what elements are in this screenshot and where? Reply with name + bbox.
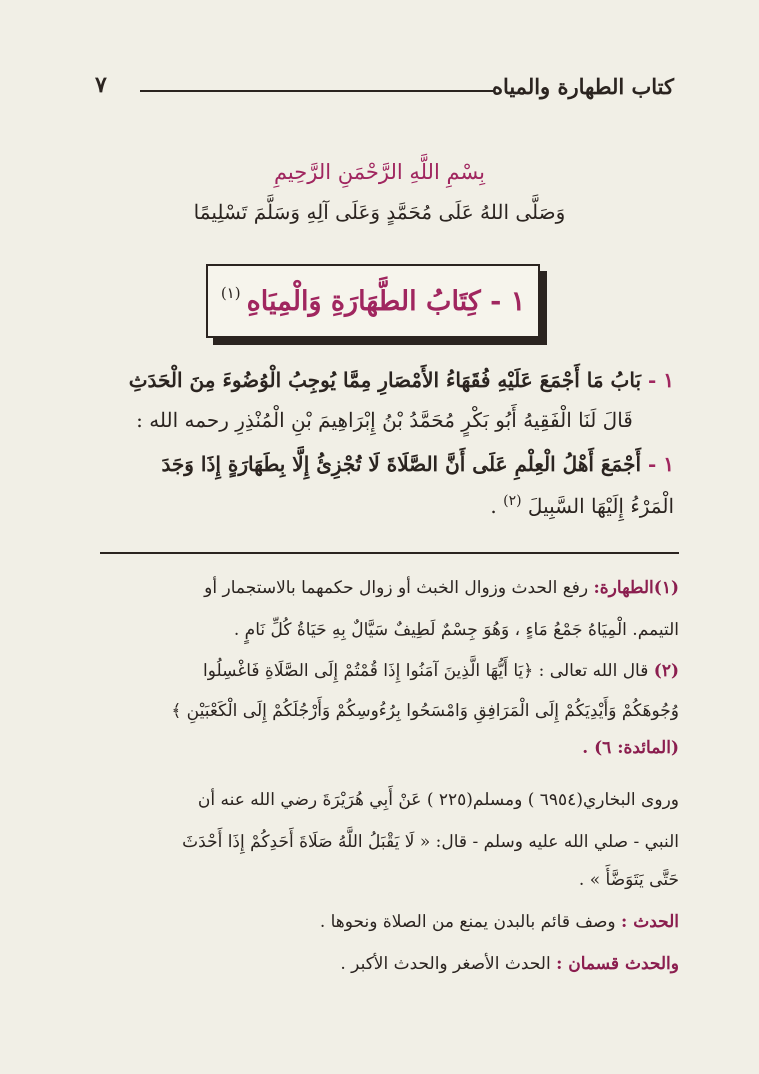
definition-hadath-label: الحدث :	[621, 912, 679, 932]
item-text: أَجْمَعَ أَهْلُ الْعِلْمِ عَلَى أَنَّ الصَّلَاةَ لَا تُجْزِئُ إِلَّا بِطَهَارَةٍ إِذَا وَجَدَ	[161, 452, 642, 476]
item-number: ١ -	[647, 452, 674, 476]
running-title: كتاب الطهارة والمياه	[491, 74, 674, 99]
footnote-2-reference	[95, 738, 679, 758]
item-text-continued: الْمَرْءُ إِلَيْهَا السَّبِيلَ	[527, 494, 674, 518]
footnote-2-line-2: وُجُوهَكُمْ وَأَيْدِيَكُمْ إِلَى الْمَرَافِقِ وَامْسَحُوا بِرُءُوسِكُمْ وَأَرْجُلَكُمْ إِلَى الْكَعْبَيْنِ ﴾	[171, 701, 679, 721]
hadith-line-1: وروى البخاري(٦٩٥٤ ) ومسلم(٢٢٥ ) عَنْ أَبِي هُرَيْرَةَ رضي الله عنه أن	[197, 790, 679, 810]
definition-types-label: والحدث قسمان :	[556, 954, 679, 974]
chapter-heading-line	[95, 368, 674, 392]
chapter-heading: بَابُ مَا أَجْمَعَ عَلَيْهِ فُقَهَاءُ الأَمْصَارِ مِمَّا يُوجِبُ الْوُضُوءَ مِنَ الْحَدَثِ	[128, 368, 642, 392]
footnote-1-label: (١)الطهارة:	[593, 578, 679, 598]
page-number: ٧	[95, 72, 107, 98]
definition-hadath-types	[95, 954, 679, 974]
running-header	[95, 72, 674, 106]
book-title-note-ref: (١)	[220, 284, 241, 302]
chapter-number: ١ -	[647, 368, 674, 392]
item-end: .	[490, 494, 497, 518]
footnote-1-line-1	[95, 578, 679, 598]
definition-hadath-text: وصف قائم بالبدن يمنع من الصلاة ونحوها .	[319, 912, 616, 932]
footnote-1-line-2: التيمم. الْمِيَاهُ جَمْعُ مَاءٍ ، وَهُوَ جِسْمٌ لَطِيفٌ سَيَّالٌ بِهِ حَيَاةُ كُلِّ نَامٍ .	[233, 620, 679, 640]
item-line-continued	[95, 494, 674, 518]
hadith-line-3: حَتَّى يَتَوَضَّأَ » .	[578, 870, 679, 890]
definition-types-text: الحدث الأصغر والحدث الأكبر .	[340, 954, 551, 974]
basmala: بِسْمِ اللَّهِ الرَّحْمَنِ الرَّحِيمِ	[273, 160, 486, 184]
quran-reference: (المائدة: ٦) .	[582, 738, 679, 758]
salawat-line: وَصَلَّى اللهُ عَلَى مُحَمَّدٍ وَعَلَى آلِهِ وَسَلَّمَ تَسْلِيمًا	[193, 200, 566, 224]
footnote-separator	[100, 552, 679, 554]
header-rule	[140, 90, 494, 92]
narrator-line: قَالَ لَنَا الْفَقِيهُ أَبُو بَكْرٍ مُحَمَّدُ بْنُ إِبْرَاهِيمَ بْنِ الْمُنْذِرِ رحمه الله :	[136, 408, 633, 432]
footnote-2-text: قال الله تعالى : ﴿يَا أَيُّهَا الَّذِينَ آمَنُوا إِذَا قُمْتُمْ إِلَى الصَّلَاةِ فَاغْسِلُوا	[203, 661, 649, 681]
item-line	[95, 452, 674, 476]
book-title-box	[206, 264, 540, 338]
footnote-2-line-1	[95, 660, 679, 681]
footnote-2-label: (٢)	[653, 661, 679, 681]
footnote-1-text: رفع الحدث وزوال الخبث أو زوال حكمهما بالاستجمار أو	[204, 578, 589, 598]
item-note-ref: (٢)	[503, 493, 522, 509]
definition-hadath	[95, 912, 679, 932]
book-title: ١ - كِتَابُ الطَّهَارَةِ وَالْمِيَاهِ	[246, 285, 526, 317]
hadith-line-2: النبي - صلي الله عليه وسلم - قال: « لَا يَقْبَلُ اللَّهُ صَلَاةَ أَحَدِكُمْ إِذَا أَحْدَثَ	[182, 832, 679, 852]
